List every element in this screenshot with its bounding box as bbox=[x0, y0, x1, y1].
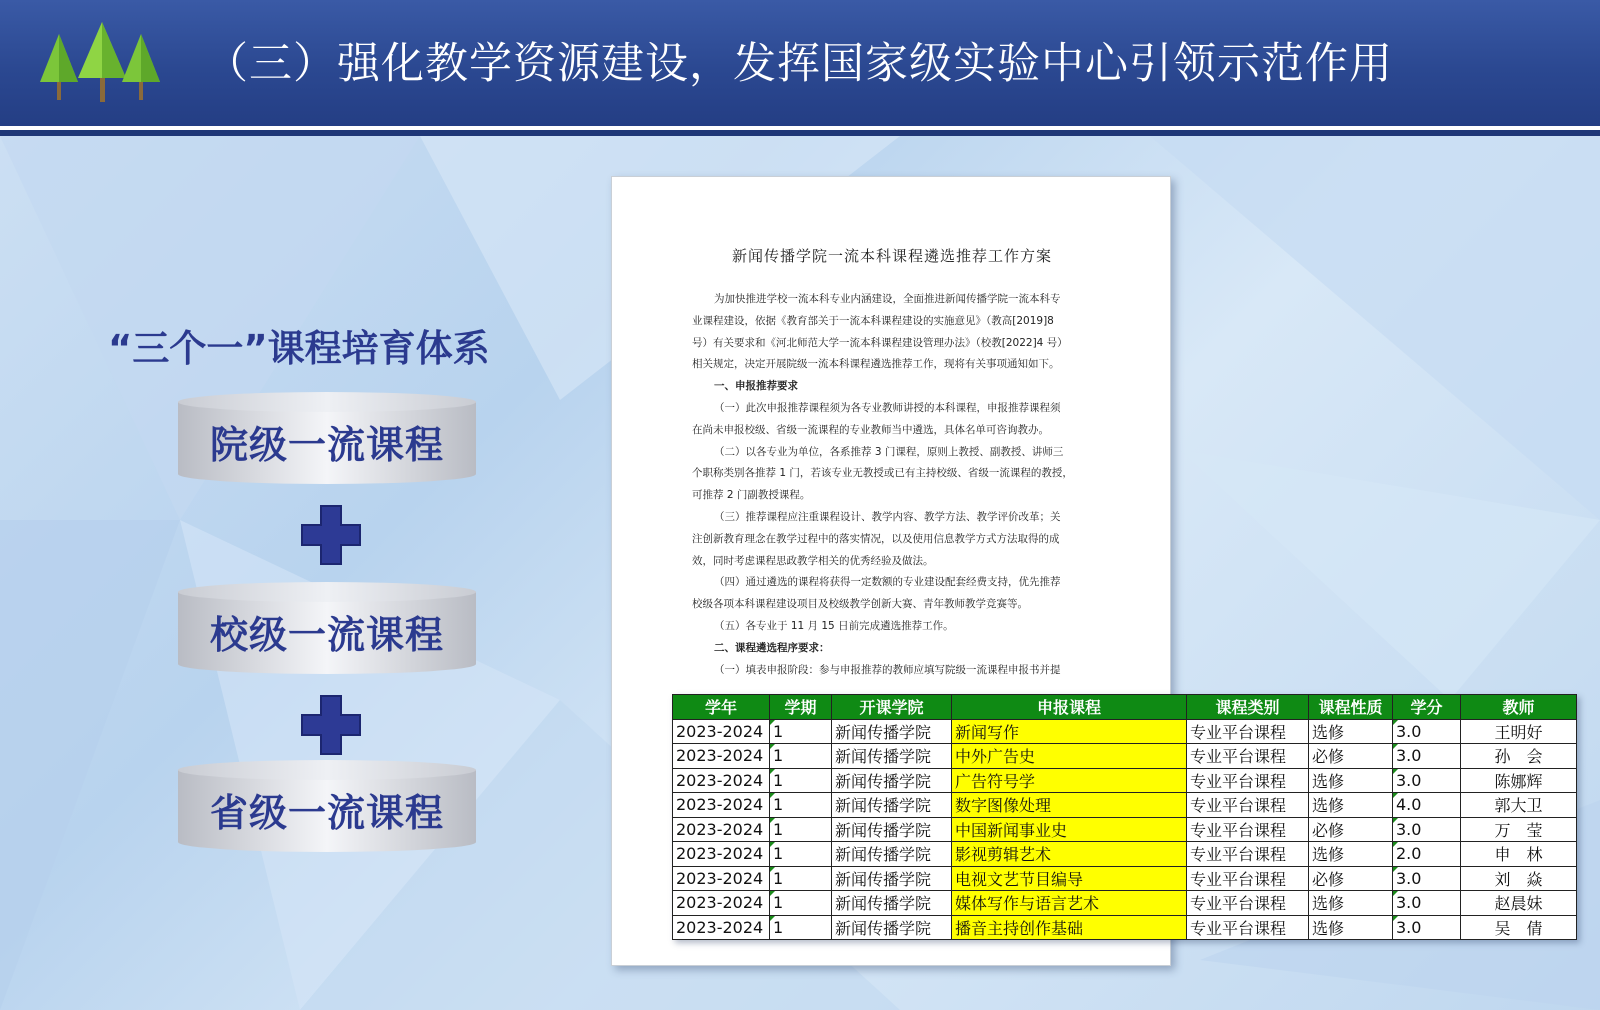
table-cell: 必修 bbox=[1309, 744, 1393, 769]
table-cell: 1 bbox=[770, 915, 832, 940]
column-header: 教师 bbox=[1461, 695, 1577, 720]
table-cell: 影视剪辑艺术 bbox=[952, 842, 1187, 867]
table-cell: 刘 焱 bbox=[1461, 866, 1577, 891]
document-line: 可推荐 2 门副教授课程。 bbox=[692, 489, 811, 502]
table-cell: 播音主持创作基础 bbox=[952, 915, 1187, 940]
column-header: 学年 bbox=[673, 695, 770, 720]
table-cell: 中国新闻事业史 bbox=[952, 817, 1187, 842]
table-cell: 3.0 bbox=[1393, 744, 1461, 769]
column-header: 课程类别 bbox=[1187, 695, 1309, 720]
table-cell: 新闻传播学院 bbox=[832, 842, 952, 867]
table-cell: 新闻传播学院 bbox=[832, 793, 952, 818]
table-cell: 新闻传播学院 bbox=[832, 891, 952, 916]
level-cylinder-province bbox=[178, 760, 476, 852]
table-cell: 2023-2024 bbox=[673, 719, 770, 744]
document-line: 相关规定，决定开展院级一流本科课程遴选推荐工作，现将有关事项通知如下。 bbox=[692, 358, 1060, 371]
column-header: 申报课程 bbox=[952, 695, 1187, 720]
table-cell: 选修 bbox=[1309, 891, 1393, 916]
table-cell: 新闻传播学院 bbox=[832, 719, 952, 744]
table-cell: 3.0 bbox=[1393, 719, 1461, 744]
document-line: （一）此次申报推荐课程须为各专业教师讲授的本科课程，申报推荐课程须 bbox=[714, 401, 1061, 414]
document-line: （一）填表申报阶段：参与申报推荐的教师应填写院级一流课程申报书并提 bbox=[714, 663, 1061, 676]
level-label-university: 校级一流课程 bbox=[209, 613, 444, 657]
table-cell: 新闻传播学院 bbox=[832, 866, 952, 891]
table-cell: 赵晨妹 bbox=[1461, 891, 1577, 916]
table-cell: 3.0 bbox=[1393, 866, 1461, 891]
table-cell: 专业平台课程 bbox=[1187, 817, 1309, 842]
document-line: 效，同时考虑课程思政教学相关的优秀经验及做法。 bbox=[692, 554, 934, 567]
table-cell: 专业平台课程 bbox=[1187, 866, 1309, 891]
table-row bbox=[673, 891, 1577, 916]
table-cell: 电视文艺节目编导 bbox=[952, 866, 1187, 891]
table-row bbox=[673, 719, 1577, 744]
table-cell: 3.0 bbox=[1393, 891, 1461, 916]
table-row bbox=[673, 793, 1577, 818]
level-label-province: 省级一流课程 bbox=[209, 791, 444, 835]
table-cell: 媒体写作与语言艺术 bbox=[952, 891, 1187, 916]
table-cell: 吴 倩 bbox=[1461, 915, 1577, 940]
table-cell: 新闻传播学院 bbox=[832, 768, 952, 793]
table-cell: 王明好 bbox=[1461, 719, 1577, 744]
table-cell: 广告符号学 bbox=[952, 768, 1187, 793]
table-cell: 郭大卫 bbox=[1461, 793, 1577, 818]
table-cell: 1 bbox=[770, 793, 832, 818]
plus-icon bbox=[300, 694, 362, 756]
table-cell: 中外广告史 bbox=[952, 744, 1187, 769]
column-header: 开课学院 bbox=[832, 695, 952, 720]
page-title: （三）强化教学资源建设，发挥国家级实验中心引领示范作用 bbox=[205, 39, 1393, 89]
table-cell: 万 莹 bbox=[1461, 817, 1577, 842]
table-cell: 新闻写作 bbox=[952, 719, 1187, 744]
table-cell: 陈娜辉 bbox=[1461, 768, 1577, 793]
column-header: 学分 bbox=[1393, 695, 1461, 720]
table-cell: 2023-2024 bbox=[673, 842, 770, 867]
table-cell: 1 bbox=[770, 768, 832, 793]
table-cell: 专业平台课程 bbox=[1187, 842, 1309, 867]
table-cell: 选修 bbox=[1309, 793, 1393, 818]
table-cell: 1 bbox=[770, 891, 832, 916]
document-heading: 一、申报推荐要求 bbox=[714, 380, 798, 393]
column-header: 课程性质 bbox=[1309, 695, 1393, 720]
table-cell: 3.0 bbox=[1393, 768, 1461, 793]
document-line: 校级各项本科课程建设项目及校级教学创新大赛、青年教师教学竞赛等。 bbox=[692, 598, 1028, 611]
header-bar bbox=[0, 0, 1600, 126]
table-cell: 孙 会 bbox=[1461, 744, 1577, 769]
table-header-row bbox=[673, 695, 1577, 720]
table-row bbox=[673, 744, 1577, 769]
plus-icon bbox=[300, 504, 362, 566]
table-cell: 新闻传播学院 bbox=[832, 915, 952, 940]
column-header: 学期 bbox=[770, 695, 832, 720]
document-title: 新闻传播学院一流本科课程遴选推荐工作方案 bbox=[731, 247, 1052, 265]
table-row bbox=[673, 842, 1577, 867]
document-line: 业课程建设，依据《教育部关于一流本科课程建设的实施意见》（教高[2019]8 bbox=[692, 314, 1054, 327]
document-line: 个职称类别各推荐 1 门，若该专业无教授或已有主持校级、省级一流课程的教授， bbox=[692, 467, 1073, 480]
table-cell: 新闻传播学院 bbox=[832, 744, 952, 769]
table-row bbox=[673, 817, 1577, 842]
table-cell: 2023-2024 bbox=[673, 768, 770, 793]
table-cell: 2023-2024 bbox=[673, 817, 770, 842]
level-cylinder-college bbox=[178, 392, 476, 484]
document-line: 注创新教育理念在教学过程中的落实情况，以及使用信息教学方式方法取得的成 bbox=[692, 532, 1060, 545]
table-cell: 选修 bbox=[1309, 842, 1393, 867]
level-cylinder-university bbox=[178, 582, 476, 674]
table-cell: 专业平台课程 bbox=[1187, 915, 1309, 940]
table-cell: 2023-2024 bbox=[673, 891, 770, 916]
document-line: 为加快推进学校一流本科专业内涵建设，全面推进新闻传播学院一流本科专 bbox=[714, 293, 1061, 305]
document-line: （三）推荐课程应注重课程设计、教学内容、教学方法、教学评价改革；关 bbox=[714, 510, 1061, 523]
table-cell: 必修 bbox=[1309, 817, 1393, 842]
table-cell: 3.0 bbox=[1393, 915, 1461, 940]
table-cell: 1 bbox=[770, 719, 832, 744]
course-system-title: “三个一”课程培育体系 bbox=[108, 327, 490, 370]
table-cell: 专业平台课程 bbox=[1187, 744, 1309, 769]
table-row bbox=[673, 768, 1577, 793]
table-cell: 选修 bbox=[1309, 915, 1393, 940]
table-cell: 2023-2024 bbox=[673, 744, 770, 769]
table-cell: 2023-2024 bbox=[673, 915, 770, 940]
table-row bbox=[673, 915, 1577, 940]
table-cell: 2.0 bbox=[1393, 842, 1461, 867]
course-table bbox=[672, 694, 1577, 940]
document-heading: 二、课程遴选程序要求： bbox=[714, 641, 830, 654]
document-line: （二）以各专业为单位，各系推荐 3 门课程，原则上教授、副教授、讲师三 bbox=[714, 445, 1064, 458]
table-cell: 专业平台课程 bbox=[1187, 768, 1309, 793]
document-line: （五）各专业于 11 月 15 日前完成遴选推荐工作。 bbox=[714, 619, 954, 632]
table-cell: 1 bbox=[770, 744, 832, 769]
table-cell: 新闻传播学院 bbox=[832, 817, 952, 842]
table-cell: 专业平台课程 bbox=[1187, 891, 1309, 916]
table-cell: 1 bbox=[770, 866, 832, 891]
document-line: 在尚未申报校级、省级一流课程的专业教师当中遴选，具体名单可咨询教办。 bbox=[692, 423, 1049, 436]
level-label-college: 院级一流课程 bbox=[209, 423, 444, 467]
header-divider-dark bbox=[0, 130, 1600, 136]
table-cell: 3.0 bbox=[1393, 817, 1461, 842]
table-cell: 申 林 bbox=[1461, 842, 1577, 867]
table-cell: 专业平台课程 bbox=[1187, 793, 1309, 818]
table-cell: 选修 bbox=[1309, 719, 1393, 744]
trees-icon bbox=[38, 22, 168, 104]
document-line: 号）有关要求和《河北师范大学一流本科课程建设管理办法》（校教[2022]4 号） bbox=[692, 336, 1068, 349]
table-row bbox=[673, 866, 1577, 891]
document-line: （四）通过遴选的课程将获得一定数额的专业建设配套经费支持，优先推荐 bbox=[714, 576, 1061, 589]
table-cell: 选修 bbox=[1309, 768, 1393, 793]
table-cell: 数字图像处理 bbox=[952, 793, 1187, 818]
table-cell: 必修 bbox=[1309, 866, 1393, 891]
table-cell: 4.0 bbox=[1393, 793, 1461, 818]
table-cell: 专业平台课程 bbox=[1187, 719, 1309, 744]
table-cell: 2023-2024 bbox=[673, 866, 770, 891]
table-cell: 1 bbox=[770, 817, 832, 842]
table-cell: 2023-2024 bbox=[673, 793, 770, 818]
table-cell: 1 bbox=[770, 842, 832, 867]
document-body bbox=[692, 289, 1092, 681]
